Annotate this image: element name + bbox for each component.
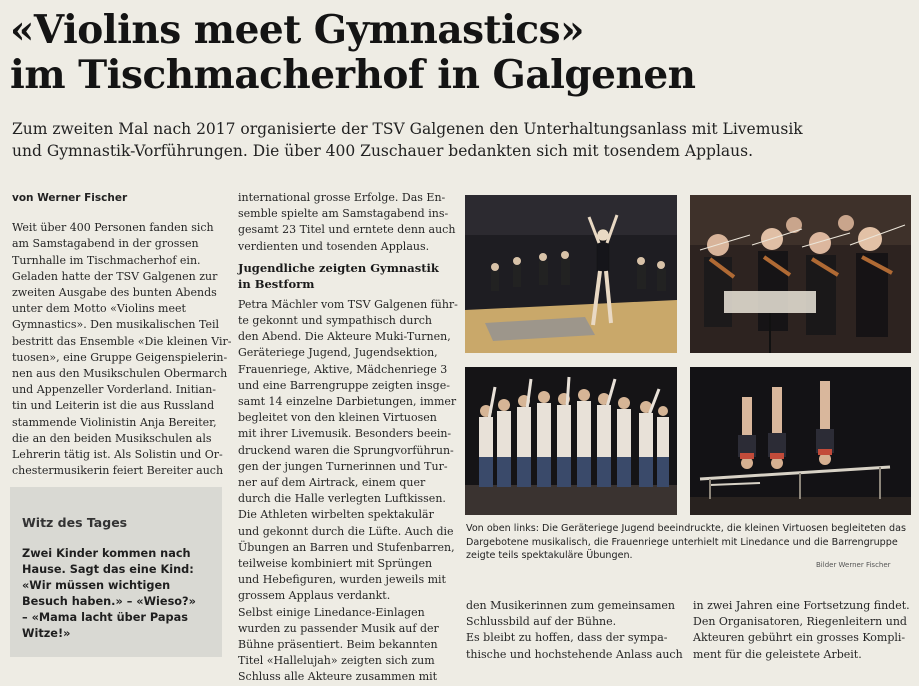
caption-line: Dargebotene musikalisch, die Frauenriege unterhielt mit Linedance und die Barrengruppe [466,536,898,548]
text-line: Es bleibt zu hoffen, dass der sympa- [466,631,668,645]
article-subhead [238,260,453,292]
photo-violinists [690,195,911,353]
text-line: am Samstagabend in der grossen [12,237,199,251]
witz-des-tages-box [10,487,222,657]
text-line: thische und hochstehende Anlass auch [466,647,683,661]
article-lead [12,118,907,162]
text-line: zweiten Ausgabe des bunten Abends [12,286,217,300]
article-column-2 [238,190,458,686]
column-2-top-text [238,190,456,255]
text-line: Übungen an Barren und Stufenbarren, [238,540,455,554]
text-line: international grosse Erfolge. Das En- [238,191,446,204]
text-line: die an den beiden Musikschulen als [12,431,212,445]
witz-line: Witze!» [22,627,71,640]
text-line: Geladen hatte der TSV Galgenen zur [12,269,218,283]
text-line: ner auf dem Airtrack, einem quer [238,476,426,490]
text-line: grossem Applaus verdankt. [238,589,391,603]
text-line: Den Organisatoren, Riegenleitern und [693,615,907,629]
text-line: begleitet von den kleinen Virtuosen [238,411,437,425]
text-line: mit ihrer Livemusik. Besonders beein- [238,427,452,441]
subhead-line-1: Jugendliche zeigten Gymnastik [238,260,439,275]
article-column-4 [693,598,911,663]
text-line: Die Athleten wirbelten spektakulär [238,508,434,522]
photo-credit: Bilder Werner Fischer [816,561,891,569]
photo-gymnastics-youth [465,195,677,353]
headline-line-1: «Violins meet Gymnastics» [10,7,585,53]
text-line: Schluss alle Akteure zusammen mit [238,670,438,684]
article-headline [10,8,910,98]
headline-line-2: im Tischmacherhof in Galgenen [10,52,696,98]
subhead-line-2: in Bestform [238,276,315,291]
text-line: in zwei Jahren eine Fortsetzung findet. [693,599,910,612]
text-line: Selbst einige Linedance-Einlagen [238,605,425,619]
text-line: Turnhalle im Tischmacherhof ein. [12,253,201,267]
text-line: den Abend. Die Akteure Muki-Turnen, [238,330,451,344]
witz-line: Hause. Sagt das eine Kind: [22,563,194,576]
witz-line: Zwei Kinder kommen nach [22,547,191,560]
text-line: Gymnastics». Den musikalischen Teil [12,318,220,332]
text-line: Geräteriege Jugend, Jugendsektion, [238,346,438,360]
text-line: semble spielte am Samstagabend ins- [238,207,449,221]
text-line: wurden zu passender Musik auf der [238,621,439,635]
text-line: den Musikerinnen zum gemeinsamen [466,599,675,612]
witz-line: – «Mama lacht über Papas [22,611,188,624]
text-line: tuosen», eine Gruppe Geigenspielerin- [12,350,228,364]
text-line: und eine Barrengruppe zeigten insge- [238,378,450,392]
text-line: Bühne präsentiert. Beim bekannten [238,638,438,652]
text-line: te gekonnt und sympathisch durch [238,314,432,328]
text-line: Petra Mächler vom TSV Galgenen führ- [238,297,458,311]
text-line: gen der jungen Turnerinnen und Tur- [238,459,448,473]
lead-line-1: Zum zweiten Mal nach 2017 organisierte der TSV Galgenen den Unterhaltungsanlass mit Livemusik [12,120,803,138]
text-line: Schlussbild auf der Bühne. [466,615,617,629]
photo-caption [466,522,911,563]
text-line: samt 14 einzelne Darbietungen, immer [238,395,457,409]
photo-linedance [465,367,677,515]
column-2-bottom-text [238,297,458,686]
witz-line: Besuch haben.» – «Wieso?» [22,595,196,608]
witz-title: Witz des Tages [22,515,128,530]
text-line: bestritt das Ensemble «Die kleinen Vir- [12,334,232,348]
lead-line-2: und Gymnastik-Vorführungen. Die über 400 Zuschauer bedankten sich mit tosendem Applaus. [12,142,754,160]
witz-text [22,546,210,642]
text-line: stammende Violinistin Anja Bereiter, [12,415,217,429]
photo-parallel-bars [690,367,911,515]
text-line: Akteuren gebührt ein grosses Kompli- [693,631,906,645]
text-line: nen aus den Musikschulen Obermarch [12,367,228,381]
text-line: Frauenriege, Aktive, Mädchenriege 3 [238,362,448,376]
text-line: druckend waren die Sprungvorführun- [238,443,454,457]
text-line: Weit über 400 Personen fanden sich [12,221,214,235]
text-line: durch die Halle verlegten Luftkissen. [238,492,446,506]
text-line: unter dem Motto «Violins meet [12,302,186,316]
text-line: und Hebefiguren, wurden jeweils mit [238,573,446,587]
text-line: Lehrerin tätig ist. Als Solistin und Or- [12,448,223,462]
caption-line: zeigte teils spektakuläre Übungen. [466,550,633,561]
witz-line: «Wir müssen wichtigen [22,579,171,592]
text-line: chestermusikerin feiert Bereiter auch [12,464,224,478]
text-line: teilweise kombiniert mit Sprüngen [238,557,433,571]
text-line: tin und Leiterin ist die aus Russland [12,399,215,413]
article-column-1 [12,190,232,479]
text-line: ment für die geleistete Arbeit. [693,647,862,661]
caption-line: Von oben links: Die Geräteriege Jugend beeindruckte, die kleinen Virtuosen begleiteten das [466,523,906,534]
text-line: Titel «Hallelujah» zeigten sich zum [238,654,435,668]
article-column-3 [466,598,683,663]
column-1-text [12,220,232,479]
byline: von Werner Fischer [12,192,128,204]
text-line: gesamt 23 Titel und erntete denn auch [238,223,456,237]
text-line: und Appenzeller Vorderland. Initian- [12,383,216,397]
text-line: und gekonnt durch die Lüfte. Auch die [238,524,454,538]
text-line: verdienten und tosenden Applaus. [238,239,430,253]
